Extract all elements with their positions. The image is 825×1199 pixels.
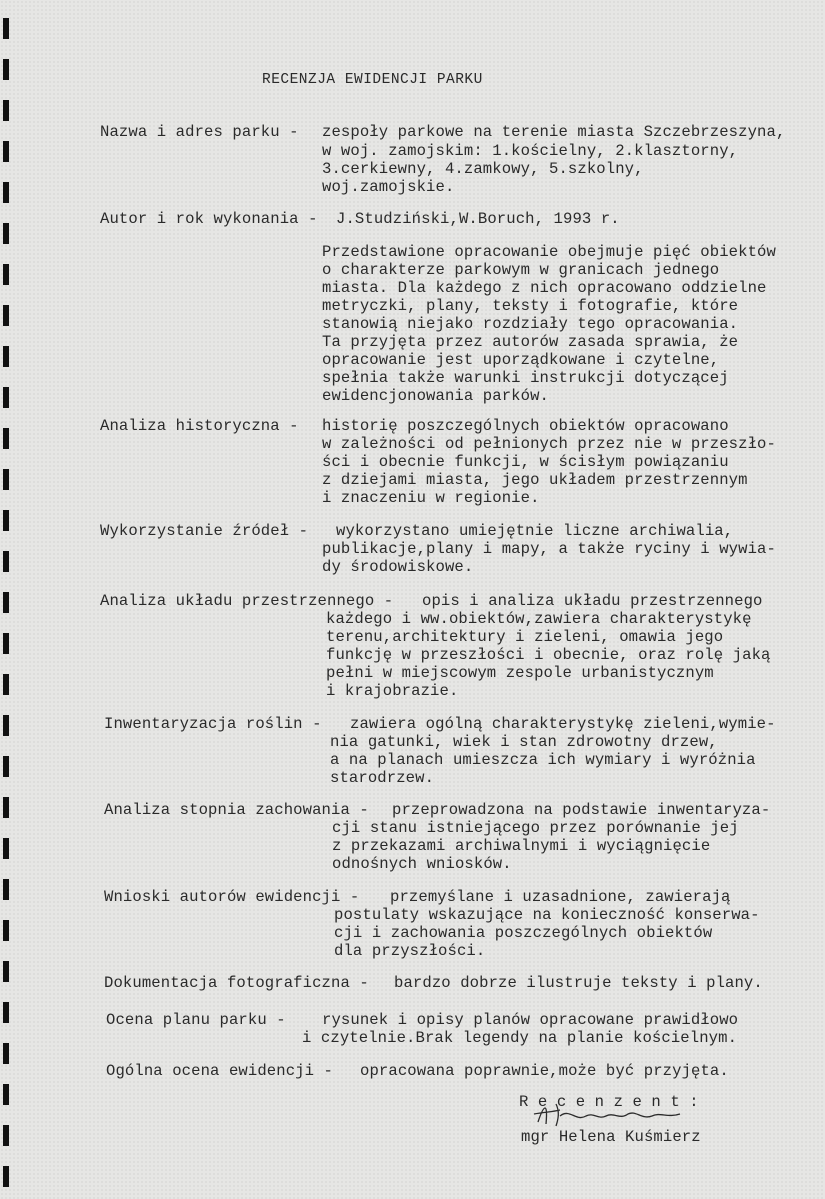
section-text-line: z przekazami archiwalnymi i wyciągnięcie [332, 837, 711, 855]
binding-hole [3, 551, 9, 572]
section-text-line: każdego i ww.obiektów,zawiera charakterystykę [326, 610, 752, 628]
section-text-line: opracowanie jest uporządkowane i czytelne, [322, 351, 720, 369]
reviewer-role: R e c e n z e n t : [519, 1093, 699, 1111]
section-text-line: woj.zamojskie. [322, 178, 455, 196]
document-title: RECENZJA EWIDENCJI PARKU [262, 72, 483, 88]
section-text-line: 3.cerkiewny, 4.zamkowy, 5.szkolny, [322, 160, 644, 178]
section-text-line: cji stanu istniejącego przez porównanie jej [332, 819, 739, 837]
section-label: Dokumentacja fotograficzna - [104, 974, 369, 992]
section-text-line: postulaty wskazujące na konieczność konserwa- [334, 906, 760, 924]
section-label: Wnioski autorów ewidencji - [104, 888, 360, 906]
binding-hole [3, 387, 9, 408]
section-text-line: miasta. Dla każdego z nich opracowano oddzielne [322, 279, 767, 297]
section-text-line: stanowią niejako rozdziały tego opracowania. [322, 315, 739, 333]
section-text-line: starodrzew. [330, 769, 435, 787]
section-text-line: J.Studziński,W.Boruch, 1993 r. [336, 210, 620, 228]
section-text-line: pełni w miejscowym zespole urbanistycznym [326, 664, 714, 682]
binding-hole [3, 961, 9, 982]
binding-hole [3, 1166, 9, 1187]
binding-hole [3, 674, 9, 695]
section-label: Autor i rok wykonania - [100, 210, 318, 228]
binding-hole [3, 797, 9, 818]
binding-hole [3, 1002, 9, 1023]
section-label: Inwentaryzacja roślin - [104, 715, 322, 733]
section-label: Nazwa i adres parku - [100, 123, 299, 141]
binding-hole [3, 510, 9, 531]
section-text-line: i czytelnie.Brak legendy na planie kościelnym. [302, 1029, 738, 1047]
binding-hole [3, 592, 9, 613]
binding-hole [3, 428, 9, 449]
section-text-line: funkcję w przeszłości i obecnie, oraz rolę jaką [326, 646, 771, 664]
section-text-line: terenu,architektury i zieleni, omawia jego [326, 628, 724, 646]
binding-hole [3, 838, 9, 859]
binding-hole [3, 264, 9, 285]
section-text-line: nia gatunki, wiek i stan zdrowotny drzew, [330, 733, 718, 751]
section-label: Ogólna ocena ewidencji - [106, 1062, 333, 1080]
binding-holes [0, 0, 16, 1199]
section-text-line: zespoły parkowe na terenie miasta Szczebrzeszyna, [322, 123, 786, 141]
binding-hole [3, 633, 9, 654]
binding-hole [3, 223, 9, 244]
section-text-line: bardzo dobrze ilustruje teksty i plany. [394, 974, 763, 992]
handwritten-signature [530, 1098, 690, 1130]
binding-hole [3, 141, 9, 162]
section-label: Analiza historyczna - [100, 417, 299, 435]
section-text-line: w woj. zamojskim: 1.kościelny, 2.klasztorny, [322, 142, 739, 160]
section-text-line: z dziejami miasta, jego układem przestrzennym [322, 471, 748, 489]
section-text-line: przemyślane i uzasadnione, zawierają [390, 888, 731, 906]
section-label: Wykorzystanie źródeł - [100, 522, 309, 540]
section-text-line: opracowana poprawnie,może być przyjęta. [360, 1062, 729, 1080]
binding-hole [3, 920, 9, 941]
binding-hole [3, 715, 9, 736]
binding-hole [3, 1043, 9, 1064]
section-text-line: i znaczeniu w regionie. [322, 489, 540, 507]
section-text-line: Przedstawione opracowanie obejmuje pięć obiektów [322, 243, 776, 261]
binding-hole [3, 346, 9, 367]
binding-hole [3, 879, 9, 900]
section-text-line: publikacje,plany i mapy, a także ryciny i wywia- [322, 540, 776, 558]
binding-hole [3, 18, 9, 39]
section-text-line: a na planach umieszcza ich wymiary i wyróżnia [330, 751, 756, 769]
section-label: Analiza układu przestrzennego - [100, 592, 394, 610]
binding-hole [3, 469, 9, 490]
binding-hole [3, 756, 9, 777]
section-text-line: metryczki, plany, teksty i fotografie, które [322, 297, 739, 315]
section-text-line: wykorzystano umiejętnie liczne archiwalia, [336, 522, 734, 540]
section-text-line: ewidencjonowania parków. [322, 387, 549, 405]
binding-hole [3, 1125, 9, 1146]
binding-hole [3, 59, 9, 80]
section-label: Ocena planu parku - [106, 1011, 286, 1029]
binding-hole [3, 1084, 9, 1105]
section-text-line: opis i analiza układu przestrzennego [422, 592, 763, 610]
section-text-line: o charakterze parkowym w granicach jednego [322, 261, 720, 279]
section-text-line: spełnia także warunki instrukcji dotyczącej [322, 369, 729, 387]
section-text-line: ści i obecnie funkcji, w ścisłym powiązaniu [322, 453, 729, 471]
binding-hole [3, 182, 9, 203]
section-text-line: odnośnych wniosków. [332, 855, 512, 873]
section-text-line: przeprowadzona na podstawie inwentaryza- [392, 801, 771, 819]
binding-hole [3, 100, 9, 121]
section-label: Analiza stopnia zachowania - [104, 801, 369, 819]
binding-hole [3, 305, 9, 326]
section-text-line: i krajobrazie. [326, 682, 459, 700]
section-text-line: dy środowiskowe. [322, 558, 474, 576]
section-text-line: cji i zachowania poszczególnych obiektów [334, 924, 713, 942]
reviewer-name: mgr Helena Kuśmierz [521, 1128, 701, 1146]
section-text-line: Ta przyjęta przez autorów zasada sprawia, że [322, 333, 739, 351]
section-text-line: w zależności od pełnionych przez nie w przeszło- [322, 435, 776, 453]
section-text-line: zawiera ogólną charakterystykę zieleni,wymie- [350, 715, 776, 733]
section-text-line: dla przyszłości. [334, 942, 486, 960]
section-text-line: historię poszczególnych obiektów opracowano [322, 417, 729, 435]
section-text-line: rysunek i opisy planów opracowane prawidłowo [322, 1011, 739, 1029]
